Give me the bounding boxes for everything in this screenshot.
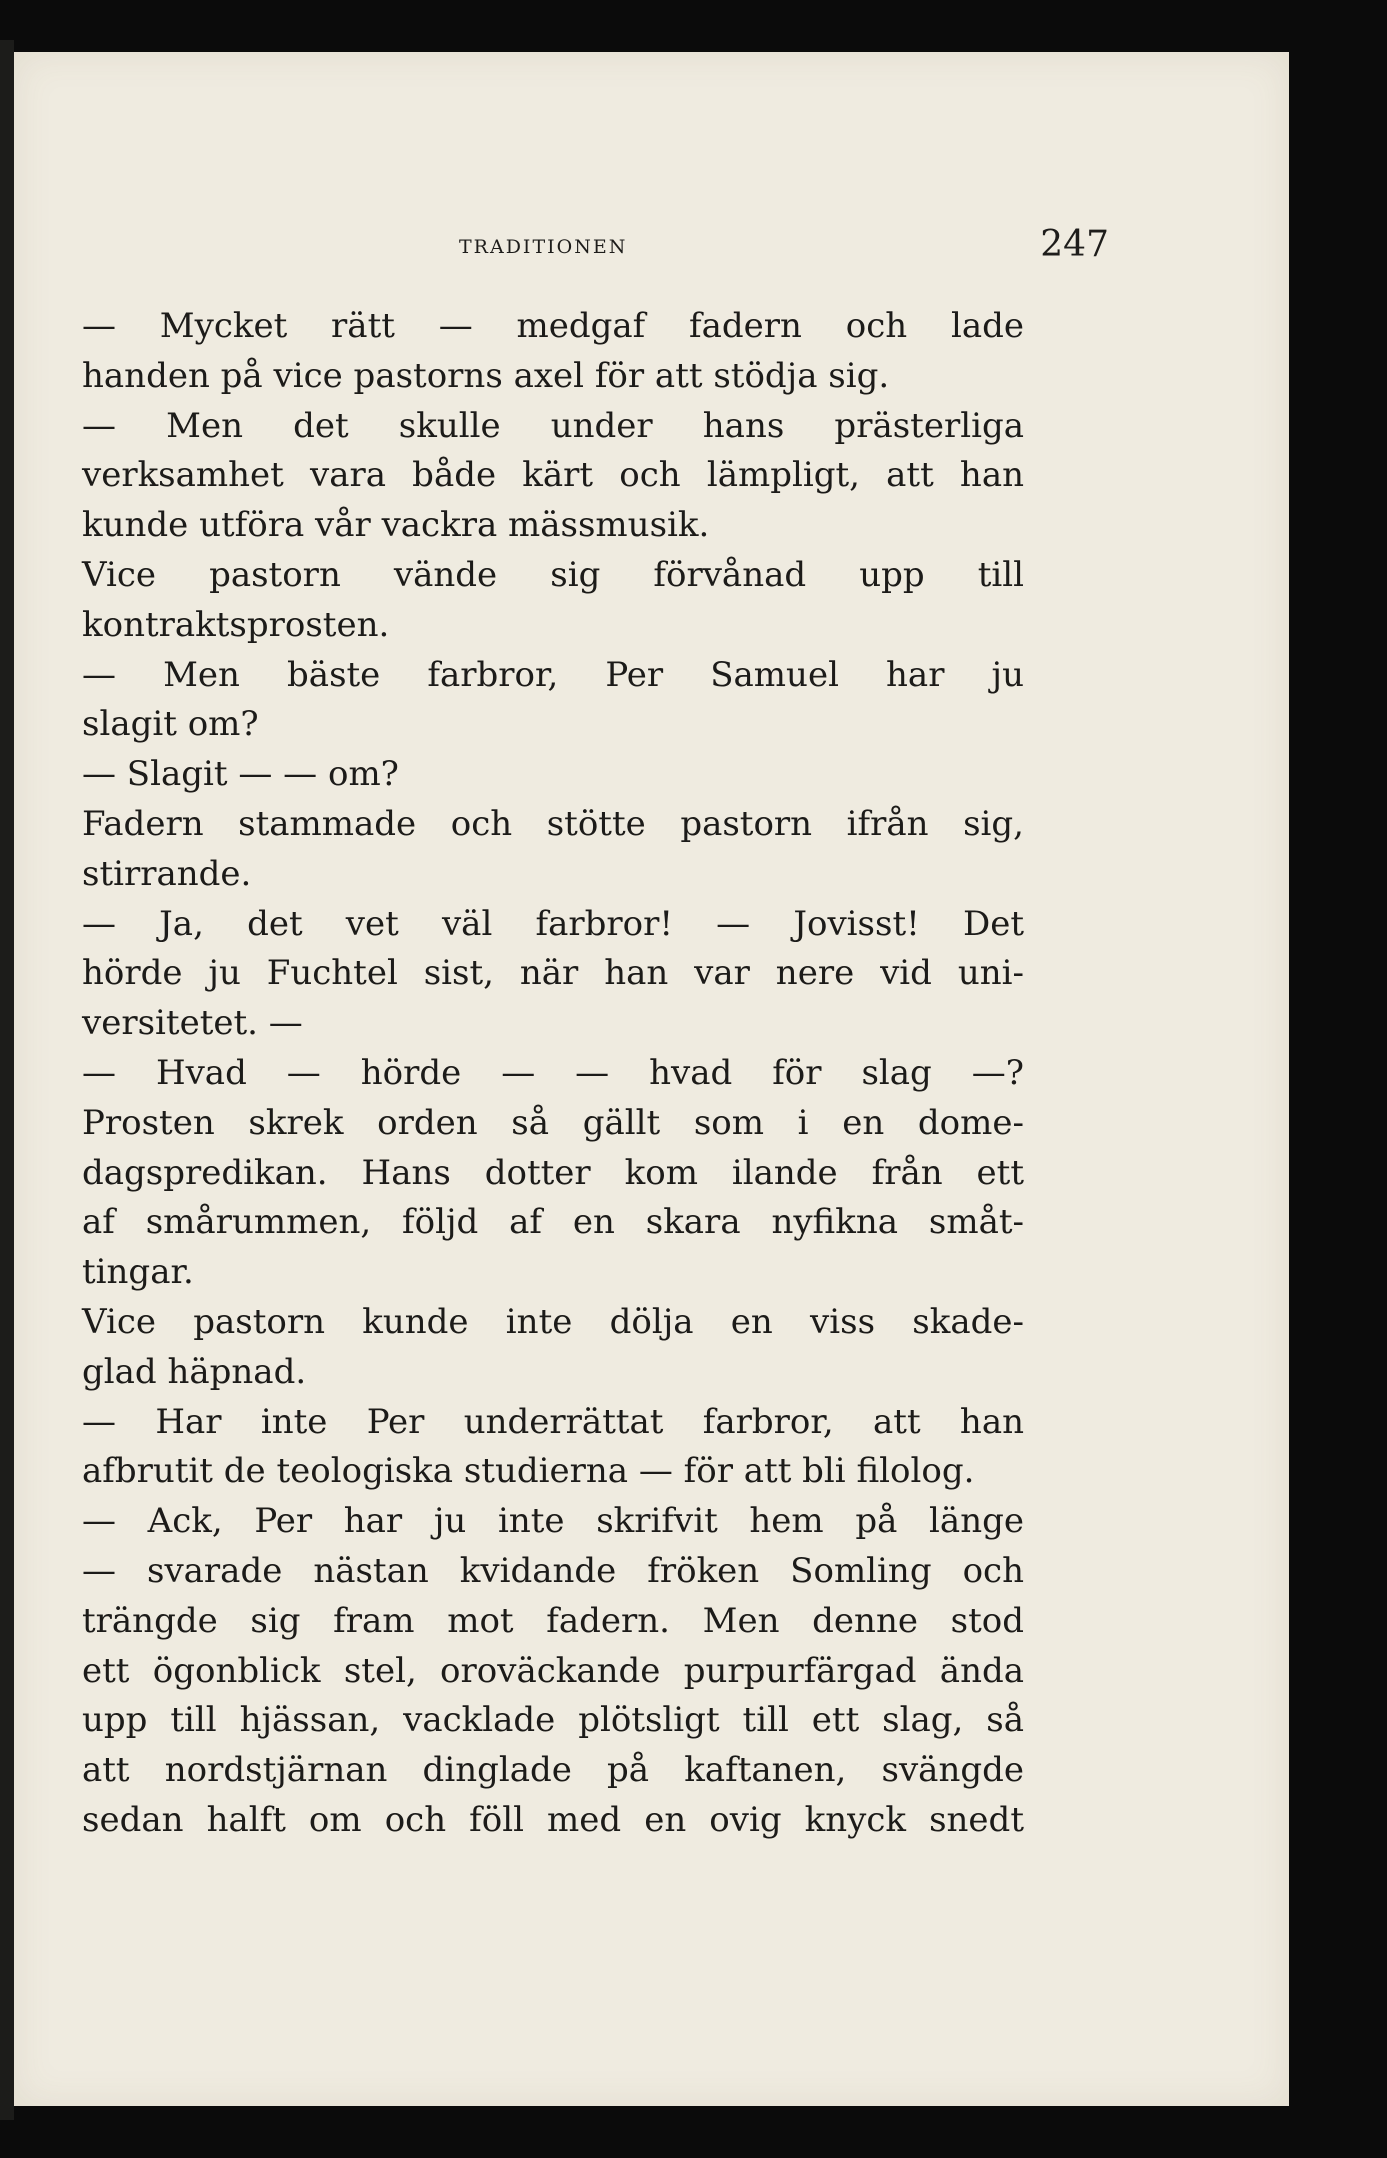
text-line: — Men bäste farbror, Per Samuel har ju	[82, 654, 1024, 695]
text-line: ett ögonblick stel, oroväckande purpurfärgad ända	[82, 1650, 1024, 1691]
text-line: upp till hjässan, vacklade plötsligt till ett slag, så	[82, 1700, 1024, 1741]
text-line: — Ja, det vet väl farbror! — Jovisst! Det	[82, 903, 1024, 944]
text-line: hörde ju Fuchtel sist, när han var nere vid uni-	[82, 953, 1024, 994]
text-line: slagit om?	[82, 704, 259, 745]
text-line: tingar.	[82, 1252, 194, 1293]
running-title: TRADITIONEN	[459, 236, 628, 258]
text-line: afbrutit de teologiska studierna — för att bli filolog.	[82, 1451, 975, 1492]
text-line: stirrande.	[82, 853, 252, 894]
text-line: — Men det skulle under hans prästerliga	[82, 405, 1024, 446]
text-line: — Hvad — hörde — — hvad för slag —?	[82, 1052, 1024, 1093]
text-line: — Ack, Per har ju inte skrifvit hem på länge	[82, 1501, 1024, 1542]
running-head	[84, 224, 1159, 274]
page-number: 247	[1040, 224, 1109, 265]
text-line: kunde utföra vår vackra mässmusik.	[82, 505, 710, 546]
text-line: Vice pastorn kunde inte dölja en viss skade-	[82, 1301, 1024, 1342]
text-line: versitetet. —	[82, 1003, 303, 1044]
text-line: af smårummen, följd af en skara nyfikna småt-	[82, 1202, 1024, 1243]
book-edge	[0, 40, 14, 2120]
text-line: verksamhet vara både kärt och lämpligt, att han	[82, 455, 1024, 496]
text-line: sedan halft om och föll med en ovig knyck snedt	[82, 1799, 1024, 1840]
text-line: Fadern stammade och stötte pastorn ifrån sig,	[82, 803, 1024, 844]
text-line: glad häpnad.	[82, 1351, 307, 1392]
body-text	[82, 302, 1024, 1846]
text-line: Prosten skrek orden så gällt som i en dome-	[82, 1102, 1024, 1143]
text-line: — Slagit — — om?	[82, 754, 399, 795]
text-line: — Har inte Per underrättat farbror, att han	[82, 1401, 1024, 1442]
text-line: att nordstjärnan dinglade på kaftanen, svängde	[82, 1750, 1024, 1791]
text-line: trängde sig fram mot fadern. Men denne stod	[82, 1600, 1024, 1641]
text-line: — svarade nästan kvidande fröken Somling och	[82, 1550, 1024, 1591]
text-line: dagspredikan. Hans dotter kom ilande från ett	[82, 1152, 1024, 1193]
text-line: — Mycket rätt — medgaf fadern och lade	[82, 306, 1024, 346]
text-line: kontraktsprosten.	[82, 604, 390, 645]
text-line: handen på vice pastorns axel för att stödja sig.	[82, 355, 890, 396]
text-line: Vice pastorn vände sig förvånad upp till	[82, 554, 1024, 595]
book-page	[14, 52, 1289, 2106]
